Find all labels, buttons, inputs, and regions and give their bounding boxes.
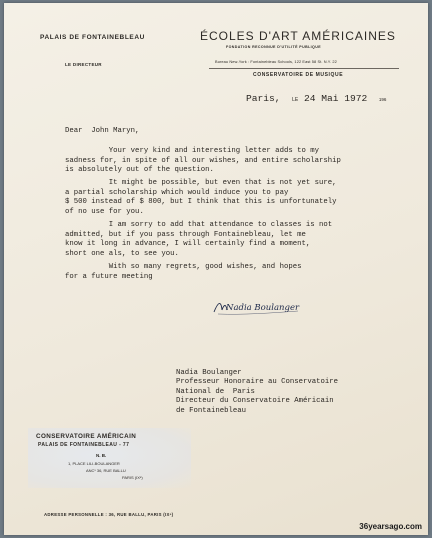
letterhead-left-title: PALAIS DE FONTAINEBLEAU — [40, 34, 145, 41]
signature-block — [176, 369, 338, 416]
stamp-title: CONSERVATOIRE AMÉRICAIN — [36, 433, 137, 440]
letter-paragraph: Your very kind and interesting letter adds to my sadness for, in spite of all our wishes, and entire scholarship is absolutely out of the question. — [65, 147, 341, 175]
stamp-line: PARIS (IXᵉ) — [122, 475, 143, 480]
stamp-subtitle: PALAIS DE FONTAINEBLEAU - 77 — [38, 442, 130, 448]
letterhead-divider — [209, 68, 399, 69]
date-year-prefix: 196 — [378, 97, 387, 102]
stamp-nb: N. B. — [96, 453, 107, 458]
signature-text: Nadia Boulanger — [226, 303, 300, 313]
date-city: Paris, — [246, 93, 281, 104]
watermark: 36yearsago.com — [359, 522, 422, 531]
signature-line: Professeur Honoraire au Conservatoire — [176, 378, 339, 387]
footer-address: ADRESSE PERSONNELLE : 36, RUE BALLU, PARIS (IXᵉ) — [44, 512, 174, 517]
stamp-line: 1, PLACE LILI-BOULANGER — [68, 461, 120, 466]
letter-page — [4, 3, 428, 535]
date-line — [246, 93, 386, 104]
signature-line: National de Paris — [176, 387, 255, 396]
signature-line: Nadia Boulanger — [176, 369, 242, 377]
letterhead-left-role: LE DIRECTEUR — [65, 62, 102, 67]
date-value: 24 Mai 1972 — [303, 93, 368, 104]
stamp-line: ANCᵛ 36, RUE BALLU — [86, 468, 126, 473]
letterhead-foundation: FONDATION RECONNUE D'UTILITÉ PUBLIQUE — [226, 45, 322, 49]
letter-body — [65, 127, 405, 281]
letterhead-department: CONSERVATOIRE DE MUSIQUE — [253, 72, 344, 78]
letter-paragraph: I am sorry to add that attendance to classes is not admitted, but if you pass through Fontainebleau, let me know it long in advance, I will certainly find a moment, short one als, to see you. — [65, 221, 333, 258]
letterhead-bureau: Bureau New-York : Fontainebleau Schools, 122 East 58 St. N.Y. 22 — [215, 59, 337, 64]
address-stamp — [28, 428, 191, 488]
letterhead-main-title: ÉCOLES D'ART AMÉRICAINES — [200, 29, 396, 43]
signature-line: Directeur du Conservatoire Américain — [176, 397, 334, 406]
letter-paragraph: With so many regrets, good wishes, and hopes for a future meeting — [65, 263, 302, 281]
signature-line: de Fontainebleau — [176, 406, 247, 415]
letter-salutation: Dear John Maryn, — [65, 127, 140, 135]
handwritten-signature — [212, 296, 302, 318]
date-le: LE — [292, 97, 299, 103]
letter-paragraph: It might be possible, but even that is not yet sure, a partial scholarship which would induce you to pay $ 500 instead of $ 800, but I think that this is unfortunately of no use for you. — [65, 179, 337, 216]
